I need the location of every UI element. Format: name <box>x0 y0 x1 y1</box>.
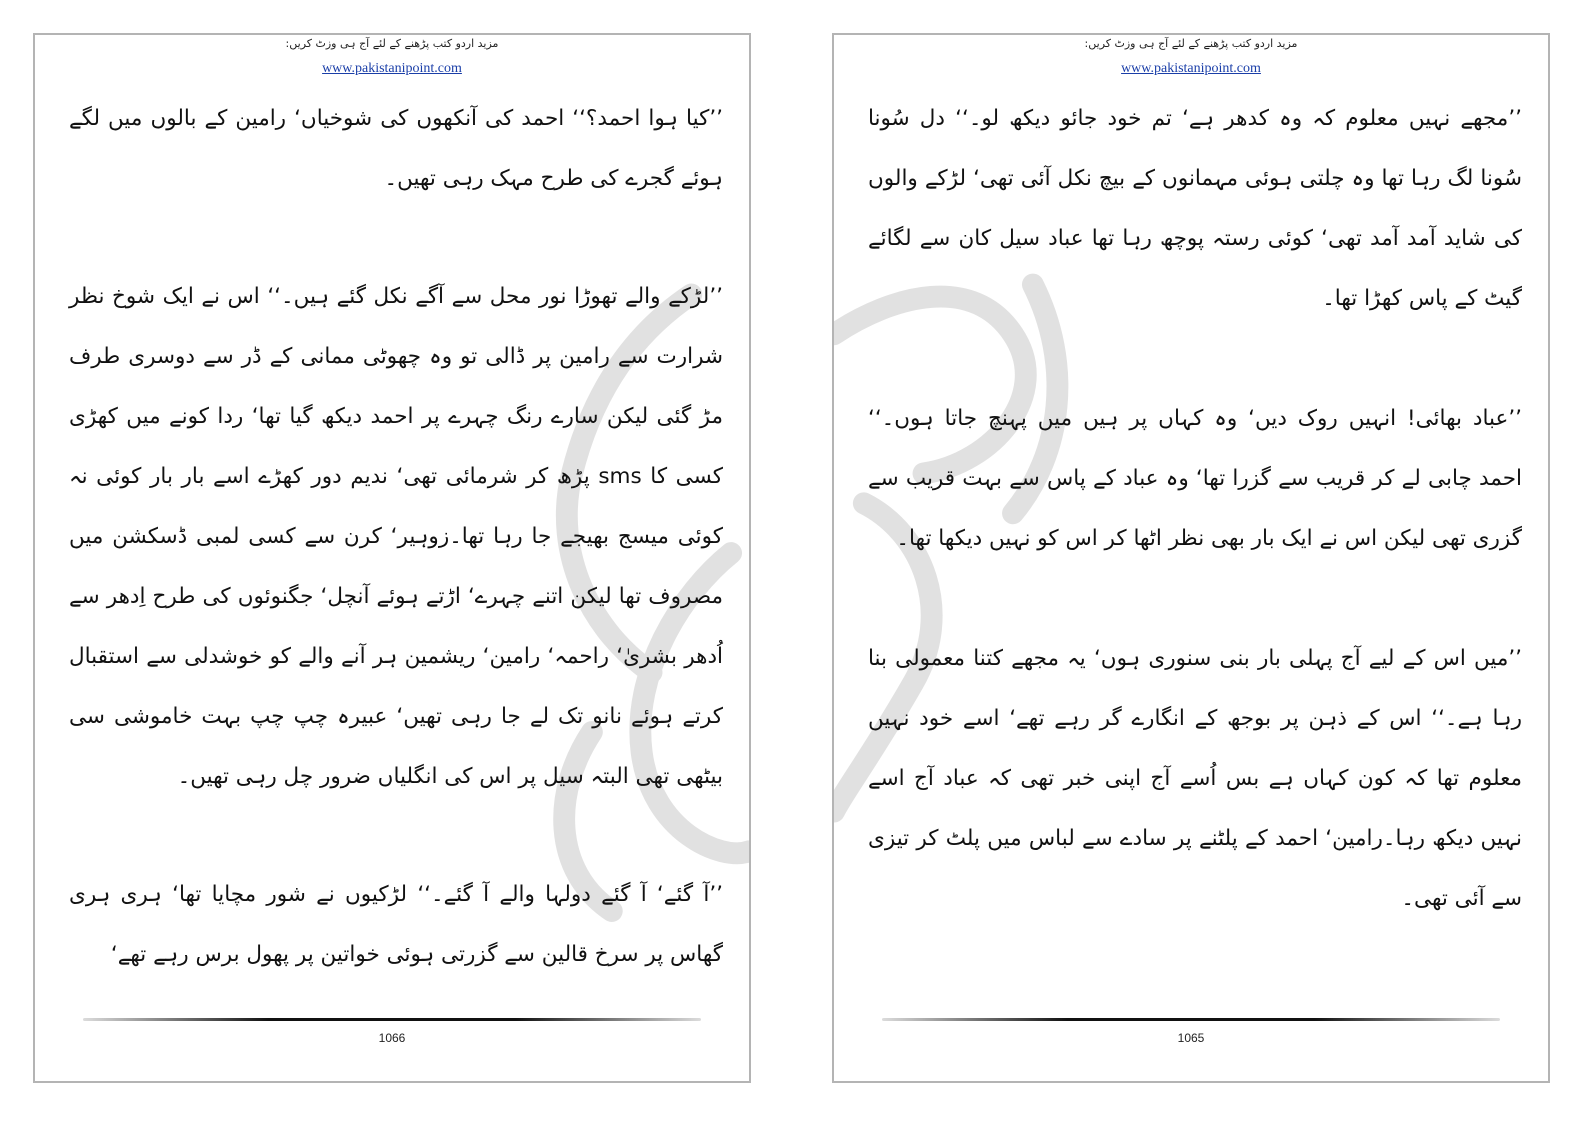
page-text <box>69 89 723 1043</box>
header-note: مزید اردو کتب پڑھنے کے لئے آج ہی وزٹ کریں: <box>1084 37 1298 50</box>
paragraph: ’’عباد بھائی! انہیں روک دیں‘ وہ کہاں پر ہیں میں پہنچ جاتا ہوں۔‘‘ احمد چابی لے کر قریب سے گزرا تھا‘ وہ عباد کے پاس سے بہت قریب سے گزری تھی لیکن اس نے ایک بار بھی نظر اٹھا کر اس کو نہیں دیکھا تھا۔ <box>868 406 1522 551</box>
page-text <box>868 89 1522 989</box>
footer-divider <box>882 1018 1500 1021</box>
paragraph: ’’مجھے نہیں معلوم کہ وہ کدھر ہے‘ تم خود جائو دیکھ لو۔‘‘ دل سُونا سُونا لگ رہا تھا وہ چلتی ہوئی مہمانوں کے بیچ نکل آئی تھی‘ لڑکے والوں کی شاید آمد آمد تھی‘ کوئی رستہ پوچھ رہا تھا عباد سیل کان سے لگائے گیٹ کے پاس کھڑا تھا۔ <box>868 106 1522 311</box>
website-link[interactable]: www.pakistanipoint.com <box>1121 61 1261 76</box>
paragraph: ’’میں اس کے لیے آج پہلی بار بنی سنوری ہوں‘ یہ مجھے کتنا معمولی بنا رہا ہے۔‘‘ اس کے ذہن پر بوجھ کے انگارے گر رہے تھے‘ اسے خود نہیں معلوم تھا کہ کون کہاں ہے بس اُسے آج اپنی خبر تھی کہ عباد آج اسے نہیں دیکھ رہا۔رامین‘ احمد کے پلٹنے پر سادے سے لباس میں پلٹ کر تیزی سے آئی تھی۔ <box>868 646 1522 911</box>
page-number: 1066 <box>378 1031 406 1045</box>
footer-divider <box>83 1018 701 1021</box>
paragraph: ’’کیا ہوا احمد؟‘‘ احمد کی آنکھوں کی شوخیاں‘ رامین کے بالوں میں لگے ہوئے گجرے کی طرح مہک رہی تھیں۔ <box>69 106 723 191</box>
left-page <box>33 33 751 1083</box>
right-page <box>832 33 1550 1083</box>
paragraph: ’’لڑکے والے تھوڑا نور محل سے آگے نکل گئے ہیں۔‘‘ اس نے ایک شوخ نظر شرارت سے رامین پر ڈالی تو وہ چھوٹی ممانی کے ڈر سے دوسری طرف مڑ گئی لیکن سارے رنگ چہرے پر احمد دیکھ گیا تھا‘ ردا کونے میں کھڑی کسی کا sms پڑھ کر شرمائی تھی‘ ندیم دور کھڑے اسے بار بار کوئی نہ کوئی میسج بھیجے جا رہا تھا۔زوہیر‘ کرن سے کسی لمبی ڈسکشن میں مصروف تھا لیکن اتنے چہرے‘ اڑتے ہوئے آنچل‘ جگنوئوں کی طرح اِدھر سے اُدھر بشریٰ‘ راحمہ‘ رامین‘ ریشمین ہر آنے والے کو خوشدلی سے استقبال کرتے ہوئے نانو تک لے جا رہی تھیں‘ عبیرہ چپ چپ بہت خاموشی سی بیٹھی تھی البتہ سیل پر اس کی انگلیاں ضرور چل رہی تھیں۔ <box>69 284 723 789</box>
header-note: مزید اردو کتب پڑھنے کے لئے آج ہی وزٹ کریں: <box>285 37 499 50</box>
paragraph: ’’آ گئے‘ آ گئے دولہا والے آ گئے۔‘‘ لڑکیوں نے شور مچایا تھا‘ ہری ہری گھاس پر سرخ قالین سے گزرتی ہوئی خواتین پر پھول برس رہے تھے‘ <box>69 882 723 967</box>
page-number: 1065 <box>1177 1031 1205 1045</box>
website-link[interactable]: www.pakistanipoint.com <box>322 61 462 76</box>
